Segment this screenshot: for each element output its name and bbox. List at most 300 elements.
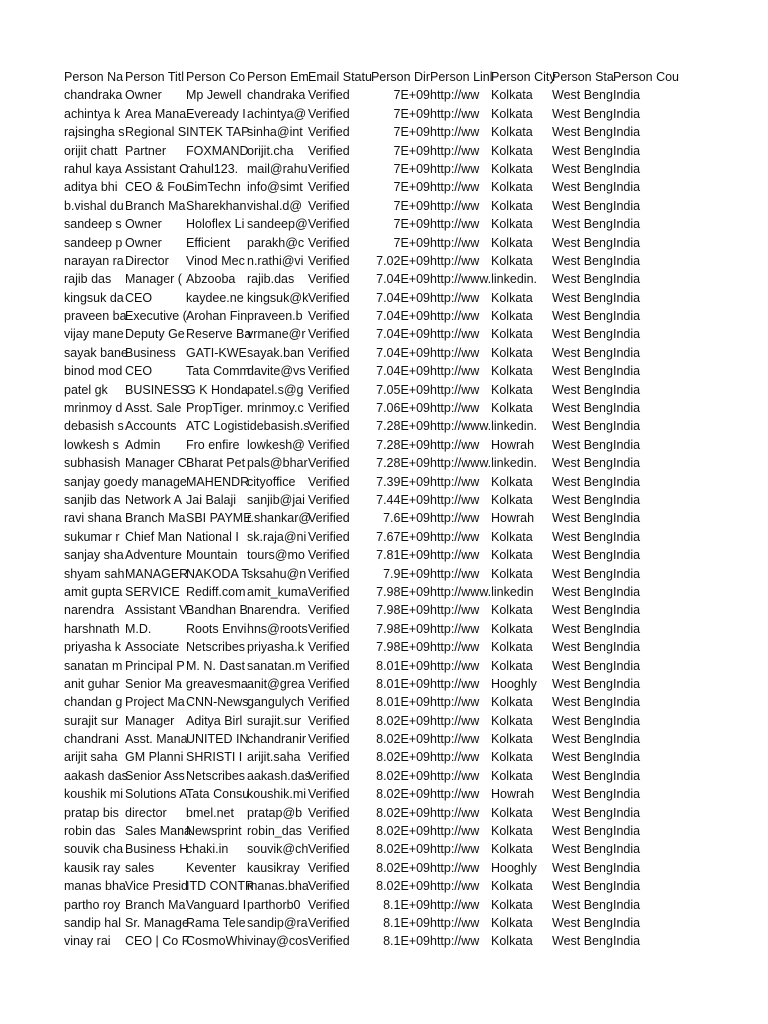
table-cell: http://ww	[430, 180, 480, 195]
table-cell: anit guhar	[64, 676, 120, 691]
table-cell: CEO & Fou	[125, 180, 189, 195]
table-row	[64, 546, 676, 564]
table-cell: Manager C	[125, 456, 187, 471]
table-cell: http://ww	[430, 787, 480, 802]
table-cell: Branch Ma	[125, 897, 186, 912]
table-cell: West Beng	[552, 217, 613, 232]
table-cell: http://ww	[430, 824, 480, 839]
table-cell: India	[613, 897, 641, 912]
table-cell: Verified	[308, 879, 350, 894]
table-cell: 7E+09	[393, 217, 430, 232]
table-cell: Abzooba	[186, 272, 236, 287]
table-cell: Director	[125, 253, 169, 268]
table-cell: Kolkata	[491, 106, 533, 121]
table-cell: Verified	[308, 934, 350, 949]
table-cell: West Beng	[552, 695, 613, 710]
table-cell: India	[613, 364, 641, 379]
table-cell: parakh@c	[247, 235, 305, 250]
table-cell: Verified	[308, 676, 350, 691]
table-cell: West Beng	[552, 143, 613, 158]
table-cell: Kolkata	[491, 805, 533, 820]
table-cell: 7E+09	[393, 125, 430, 140]
table-cell: souvik@ch	[247, 842, 309, 857]
table-cell: chaki.in	[186, 842, 229, 857]
column-header: Person Co	[186, 70, 246, 84]
table-cell: debasish s	[64, 419, 124, 434]
table-cell: West Beng	[552, 511, 613, 526]
table-cell: sandip hal	[64, 915, 121, 930]
table-cell: Verified	[308, 161, 350, 176]
table-cell: Howrah	[491, 437, 535, 452]
table-cell: India	[613, 143, 641, 158]
table-cell: Tata Consu	[186, 787, 250, 802]
table-cell: http://ww	[430, 437, 480, 452]
table-cell: Kolkata	[491, 695, 533, 710]
table-cell: Verified	[308, 309, 350, 324]
table-cell: Sr. Manage	[125, 915, 189, 930]
table-cell: Kolkata	[491, 934, 533, 949]
table-cell: aakash das	[64, 768, 128, 783]
table-cell: sanatan m	[64, 658, 123, 673]
table-row	[64, 362, 676, 380]
table-cell: sanjib@jai	[247, 492, 305, 507]
table-cell: partho roy	[64, 897, 121, 912]
table-cell: Eveready I	[186, 106, 246, 121]
table-row	[64, 730, 676, 748]
table-cell: West Beng	[552, 732, 613, 747]
table-cell: Kolkata	[491, 824, 533, 839]
column-header: Person Titl	[125, 70, 185, 84]
table-cell: West Beng	[552, 750, 613, 765]
table-row	[64, 675, 676, 693]
table-cell: India	[613, 382, 641, 397]
table-cell: India	[613, 548, 641, 563]
table-cell: http://ww	[430, 713, 480, 728]
table-cell: aditya bhi	[64, 180, 118, 195]
table-cell: Kolkata	[491, 364, 533, 379]
table-cell: UNITED IN	[186, 732, 249, 747]
table-cell: Verified	[308, 106, 350, 121]
table-cell: sukumar r	[64, 529, 120, 544]
table-cell: BUSINESS	[125, 382, 189, 397]
table-row	[64, 822, 676, 840]
table-cell: rahul123.	[186, 161, 239, 176]
table-cell: amit gupta	[64, 584, 123, 599]
table-cell: rajib das	[64, 272, 112, 287]
table-cell: Verified	[308, 860, 350, 875]
table-cell: 7.98E+09	[376, 640, 430, 655]
table-cell: West Beng	[552, 584, 613, 599]
table-cell: Kolkata	[491, 180, 533, 195]
table-cell: 7.44E+09	[376, 492, 430, 507]
table-cell: 8.02E+09	[376, 824, 430, 839]
table-cell: Mountain	[186, 548, 238, 563]
table-cell: orijit.cha	[247, 143, 294, 158]
table-cell: rajib.das	[247, 272, 295, 287]
table-cell: India	[613, 474, 641, 489]
table-cell: Kolkata	[491, 842, 533, 857]
table-cell: India	[613, 253, 641, 268]
table-cell: http://ww	[430, 290, 480, 305]
table-cell: 7.02E+09	[376, 253, 430, 268]
table-cell: SERVICE	[125, 584, 180, 599]
table-cell: praveen.b	[247, 309, 303, 324]
table-cell: 8.02E+09	[376, 768, 430, 783]
table-cell: sandeep p	[64, 235, 123, 250]
table-cell: India	[613, 934, 641, 949]
table-cell: Sales Mana	[125, 824, 192, 839]
table-cell: Howrah	[491, 787, 535, 802]
table-cell: 8.02E+09	[376, 879, 430, 894]
table-cell: Kolkata	[491, 161, 533, 176]
table-cell: http://ww	[430, 566, 480, 581]
table-cell: West Beng	[552, 566, 613, 581]
table-cell: SimTechn	[186, 180, 241, 195]
table-cell: West Beng	[552, 879, 613, 894]
table-row	[64, 178, 676, 196]
table-cell: http://ww	[430, 143, 480, 158]
table-cell: Kolkata	[491, 603, 533, 618]
table-cell: West Beng	[552, 345, 613, 360]
table-cell: Verified	[308, 364, 350, 379]
table-cell: Senior Ass	[125, 768, 185, 783]
table-cell: 7.9E+09	[383, 566, 430, 581]
table-row	[64, 565, 676, 583]
table-cell: India	[613, 272, 641, 287]
table-cell: West Beng	[552, 842, 613, 857]
table-cell: CosmoWhi	[186, 934, 248, 949]
table-cell: sanjay goe	[64, 474, 125, 489]
table-row	[64, 914, 676, 932]
table-cell: http://ww	[430, 106, 480, 121]
table-row	[64, 767, 676, 785]
table-cell: India	[613, 401, 641, 416]
table-cell: 7E+09	[393, 161, 430, 176]
table-cell: http://ww	[430, 364, 480, 379]
table-cell: Kolkata	[491, 658, 533, 673]
table-cell: Verified	[308, 253, 350, 268]
table-cell: India	[613, 584, 641, 599]
table-cell: Verified	[308, 529, 350, 544]
table-cell: shyam sah	[64, 566, 125, 581]
table-cell: sanjib das	[64, 492, 121, 507]
table-cell: Verified	[308, 217, 350, 232]
table-cell: 8.02E+09	[376, 732, 430, 747]
table-cell: West Beng	[552, 824, 613, 839]
table-cell: West Beng	[552, 253, 613, 268]
table-cell: India	[613, 511, 641, 526]
table-cell: Verified	[308, 713, 350, 728]
table-cell: Holoflex Li	[186, 217, 245, 232]
table-cell: http://ww	[430, 860, 480, 875]
table-cell: Kolkata	[491, 235, 533, 250]
table-cell: Verified	[308, 566, 350, 581]
table-row	[64, 325, 676, 343]
table-cell: Branch Ma	[125, 198, 186, 213]
table-cell: National I	[186, 529, 239, 544]
table-cell: Kolkata	[491, 345, 533, 360]
table-cell: Kolkata	[491, 529, 533, 544]
table-cell: India	[613, 492, 641, 507]
table-cell: praveen ba	[64, 309, 127, 324]
table-row	[64, 509, 676, 527]
table-cell: West Beng	[552, 474, 613, 489]
table-cell: India	[613, 290, 641, 305]
table-cell: Accounts	[125, 419, 177, 434]
table-cell: India	[613, 805, 641, 820]
table-cell: India	[613, 327, 641, 342]
table-cell: vishal.d@	[247, 198, 303, 213]
table-cell: 7.39E+09	[376, 474, 430, 489]
table-cell: Executive (	[125, 309, 187, 324]
table-cell: CEO | Co F	[125, 934, 190, 949]
column-header: Person Em	[247, 70, 309, 84]
table-cell: Owner	[125, 88, 162, 103]
table-cell: manas bha	[64, 879, 126, 894]
table-cell: West Beng	[552, 290, 613, 305]
table-cell: Verified	[308, 805, 350, 820]
table-cell: Verified	[308, 695, 350, 710]
spreadsheet	[64, 68, 680, 951]
table-cell: Fro enfire	[186, 437, 240, 452]
table-row	[64, 491, 676, 509]
table-cell: NAKODA T	[186, 566, 249, 581]
table-cell: Verified	[308, 824, 350, 839]
table-cell: Partner	[125, 143, 166, 158]
table-cell: Verified	[308, 88, 350, 103]
table-cell: http://www.linkedin.	[430, 456, 537, 471]
table-cell: parthorb0	[247, 897, 301, 912]
table-cell: http://ww	[430, 345, 480, 360]
table-cell: pals@bhar	[247, 456, 308, 471]
table-cell: http://ww	[430, 676, 480, 691]
table-cell: info@simt	[247, 180, 303, 195]
table-cell: patel gk	[64, 382, 108, 397]
table-cell: Tata Comm	[186, 364, 250, 379]
table-row	[64, 270, 676, 288]
table-cell: India	[613, 217, 641, 232]
table-cell: Assistant C	[125, 161, 189, 176]
table-cell: 8.1E+09	[383, 897, 430, 912]
table-cell: Kolkata	[491, 713, 533, 728]
table-cell: narayan ra	[64, 253, 124, 268]
column-header: Person Dir	[370, 70, 430, 84]
table-cell: Sharekhan	[186, 198, 247, 213]
table-cell: West Beng	[552, 529, 613, 544]
table-cell: India	[613, 915, 641, 930]
table-cell: Kolkata	[491, 382, 533, 397]
table-cell: Area Mana	[125, 106, 187, 121]
table-cell: Kolkata	[491, 492, 533, 507]
table-cell: 8.1E+09	[383, 915, 430, 930]
table-cell: India	[613, 437, 641, 452]
table-cell: hns@roots	[247, 621, 308, 636]
table-cell: Verified	[308, 768, 350, 783]
table-cell: Admin	[125, 437, 161, 452]
table-cell: West Beng	[552, 401, 613, 416]
table-cell: sales	[125, 860, 155, 875]
table-cell: Rediff.com	[186, 584, 246, 599]
table-cell: India	[613, 125, 641, 140]
table-cell: Arohan Fin	[186, 309, 248, 324]
table-cell: Kolkata	[491, 621, 533, 636]
table-cell: Reserve Ba	[186, 327, 252, 342]
table-cell: binod mod	[64, 364, 123, 379]
table-cell: Network A	[125, 492, 182, 507]
table-cell: West Beng	[552, 603, 613, 618]
table-cell: 8.1E+09	[383, 934, 430, 949]
table-cell: Business H	[125, 842, 189, 857]
table-cell: CEO	[125, 290, 153, 305]
table-cell: Kolkata	[491, 732, 533, 747]
table-cell: Kolkata	[491, 198, 533, 213]
table-cell: 7.04E+09	[376, 272, 430, 287]
table-cell: idebasish.s	[247, 419, 310, 434]
table-cell: kaydee.ne	[186, 290, 244, 305]
table-cell: Verified	[308, 419, 350, 434]
table-cell: Verified	[308, 272, 350, 287]
table-cell: sandeep s	[64, 217, 122, 232]
table-cell: http://ww	[430, 934, 480, 949]
table-cell: Kolkata	[491, 309, 533, 324]
table-cell: Verified	[308, 640, 350, 655]
column-header: Person City	[491, 70, 556, 84]
table-cell: 8.02E+09	[376, 805, 430, 820]
table-cell: 7.04E+09	[376, 327, 430, 342]
table-cell: http://ww	[430, 88, 480, 103]
table-cell: Vice Presid	[125, 879, 188, 894]
column-header: Person Sta	[552, 70, 614, 84]
table-cell: chandan g	[64, 695, 123, 710]
table-cell: India	[613, 860, 641, 875]
table-cell: Verified	[308, 603, 350, 618]
table-cell: Kolkata	[491, 327, 533, 342]
table-cell: Kolkata	[491, 879, 533, 894]
table-cell: http://ww	[430, 161, 480, 176]
table-cell: Kolkata	[491, 750, 533, 765]
table-cell: http://ww	[430, 805, 480, 820]
table-cell: Verified	[308, 327, 350, 342]
table-cell: West Beng	[552, 309, 613, 324]
table-cell: vinay@cos	[247, 934, 309, 949]
table-row	[64, 693, 676, 711]
table-cell: achintya@	[247, 106, 307, 121]
table-cell: http://ww	[430, 750, 480, 765]
table-cell: Adventure	[125, 548, 182, 563]
table-cell: India	[613, 842, 641, 857]
table-cell: Bandhan B	[186, 603, 248, 618]
table-cell: West Beng	[552, 934, 613, 949]
table-cell: West Beng	[552, 456, 613, 471]
table-cell: Verified	[308, 584, 350, 599]
table-row	[64, 748, 676, 766]
table-row	[64, 657, 676, 675]
table-cell: http://ww	[430, 603, 480, 618]
table-cell: subhasish	[64, 456, 121, 471]
table-cell: anit@grea	[247, 676, 305, 691]
table-cell: India	[613, 824, 641, 839]
table-cell: Verified	[308, 474, 350, 489]
table-cell: India	[613, 419, 641, 434]
table-row	[64, 638, 676, 656]
table-row	[64, 399, 676, 417]
table-cell: sanatan.m	[247, 658, 306, 673]
table-cell: pratap bis	[64, 805, 119, 820]
table-cell: 7.28E+09	[376, 456, 430, 471]
table-cell: Kolkata	[491, 143, 533, 158]
table-cell: Kolkata	[491, 125, 533, 140]
table-cell: India	[613, 787, 641, 802]
table-cell: Roots Envi	[186, 621, 247, 636]
table-cell: http://ww	[430, 529, 480, 544]
table-cell: robin_das	[247, 824, 302, 839]
table-cell: M. N. Dast	[186, 658, 246, 673]
table-cell: India	[613, 88, 641, 103]
table-row	[64, 123, 676, 141]
table-cell: bmel.net	[186, 805, 234, 820]
table-cell: India	[613, 566, 641, 581]
table-cell: http://ww	[430, 125, 480, 140]
table-row	[64, 785, 676, 803]
table-cell: India	[613, 106, 641, 121]
table-cell: Owner	[125, 217, 162, 232]
table-cell: Hooghly	[491, 860, 537, 875]
table-cell: http://www.linkedin.	[430, 419, 537, 434]
table-cell: b.vishal du	[64, 198, 124, 213]
table-cell: Kolkata	[491, 401, 533, 416]
table-cell: India	[613, 309, 641, 324]
table-cell: GM Planni	[125, 750, 184, 765]
table-row	[64, 234, 676, 252]
table-row	[64, 307, 676, 325]
table-cell: ATC Logist	[186, 419, 247, 434]
table-cell: 7.6E+09	[383, 511, 430, 526]
table-cell: Verified	[308, 842, 350, 857]
table-cell: West Beng	[552, 805, 613, 820]
table-cell: http://ww	[430, 842, 480, 857]
table-cell: West Beng	[552, 676, 613, 691]
table-cell: http://ww	[430, 915, 480, 930]
table-row	[64, 528, 676, 546]
table-row	[64, 436, 676, 454]
table-row	[64, 289, 676, 307]
table-cell: INTEK TAP	[186, 125, 250, 140]
table-cell: Verified	[308, 511, 350, 526]
table-cell: Manager	[125, 713, 175, 728]
table-cell: Manager (	[125, 272, 182, 287]
table-cell: Branch Ma	[125, 511, 186, 526]
table-cell: 7E+09	[393, 235, 430, 250]
table-cell: orijit chatt	[64, 143, 118, 158]
table-cell: greavesma	[186, 676, 248, 691]
table-cell: Hooghly	[491, 676, 537, 691]
table-cell: 7.81E+09	[376, 548, 430, 563]
table-cell: Kolkata	[491, 548, 533, 563]
table-cell: Vinod Mec	[186, 253, 245, 268]
table-cell: West Beng	[552, 658, 613, 673]
table-cell: India	[613, 235, 641, 250]
table-cell: 7.04E+09	[376, 309, 430, 324]
table-cell: West Beng	[552, 88, 613, 103]
table-cell: Newsprint	[186, 824, 242, 839]
table-cell: http://ww	[430, 235, 480, 250]
table-cell: http://www.linkedin	[430, 584, 534, 599]
table-cell: Regional S	[125, 125, 187, 140]
table-cell: 7E+09	[393, 180, 430, 195]
table-row	[64, 804, 676, 822]
table-cell: sandip@ra	[247, 915, 308, 930]
table-cell: MANAGER	[125, 566, 189, 581]
